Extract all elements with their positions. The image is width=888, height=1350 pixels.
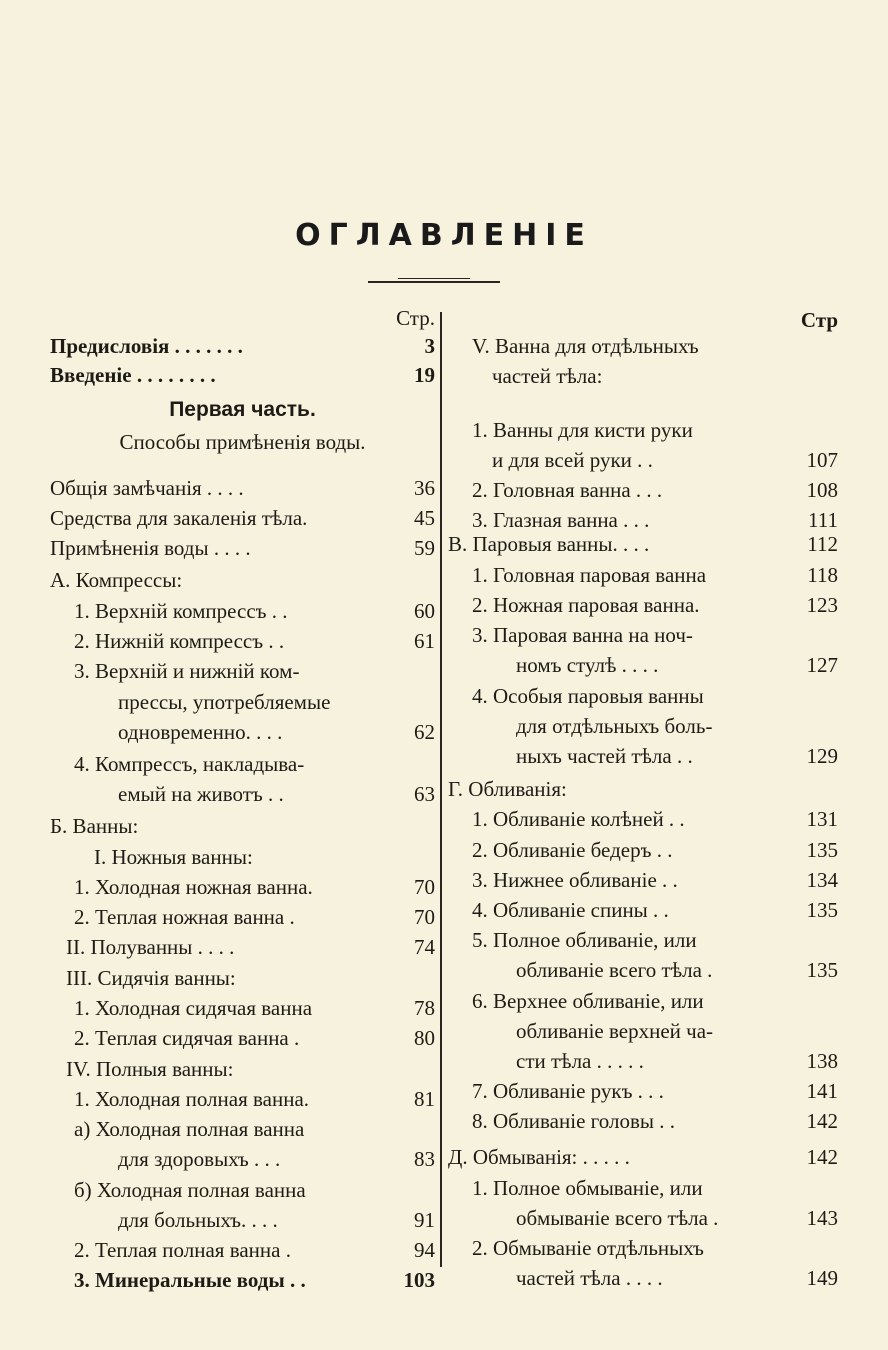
toc-entry	[448, 651, 838, 679]
toc-entry-title: III. Сидячія ванны:	[66, 966, 236, 990]
toc-entry-title: Предисловія . . . . . . .	[50, 334, 243, 358]
toc-entry	[50, 566, 435, 594]
toc-entry-title: 2. Обмываніе отдѣльныхъ	[472, 1236, 704, 1260]
toc-entry-page: 91	[414, 1208, 435, 1232]
toc-entry-title: для здоровыхъ . . .	[118, 1147, 281, 1171]
toc-entry	[50, 474, 435, 502]
toc-entry-title: 2. Нижній компрессъ . .	[74, 629, 285, 653]
toc-entry-page: 103	[403, 1268, 435, 1292]
toc-entry-title: В. Паровыя ванны. . . .	[448, 532, 650, 556]
left-page-header: Стр.	[396, 306, 435, 330]
toc-entry-title: 1. Холодная полная ванна.	[74, 1087, 310, 1111]
toc-entry	[50, 1085, 435, 1113]
toc-entry-title: 4. Обливаніе спины . .	[472, 898, 669, 922]
toc-entry	[50, 396, 435, 424]
toc-entry	[448, 416, 838, 444]
toc-entry	[50, 534, 435, 562]
toc-entry	[448, 1264, 838, 1292]
toc-entry-page: 70	[414, 905, 435, 929]
toc-entry-title: 8. Обливаніе головы . .	[472, 1109, 675, 1133]
toc-entry-page: 81	[414, 1087, 435, 1111]
toc-entry-title: а) Холодная полная ванна	[74, 1117, 305, 1141]
toc-entry	[50, 1115, 435, 1143]
toc-entry	[448, 621, 838, 649]
toc-entry-page: 138	[806, 1049, 838, 1073]
toc-entry	[50, 428, 435, 456]
toc-entry	[50, 903, 435, 931]
toc-entry-title: Введеніе . . . . . . . .	[50, 363, 216, 387]
toc-entry-title: ныхъ частей тѣла . .	[516, 744, 693, 768]
toc-entry	[50, 750, 435, 778]
toc-entry-page: 60	[414, 599, 435, 623]
toc-entry-title: 2. Теплая ножная ванна .	[74, 905, 295, 929]
toc-entry-title: 1. Холодная сидячая ванна	[74, 996, 313, 1020]
toc-entry-title: V. Ванна для отдѣльныхъ	[472, 334, 699, 358]
toc-entry-page: 129	[806, 744, 838, 768]
toc-entry-page: 142	[806, 1145, 838, 1169]
toc-entry	[50, 1145, 435, 1173]
toc-entry-page: 45	[414, 506, 435, 530]
toc-entry-title: Примѣненія воды . . . .	[50, 536, 251, 560]
toc-entry-title: емый на животъ . .	[118, 782, 284, 806]
toc-entry-page: 63	[414, 782, 435, 806]
toc-entry	[448, 362, 838, 390]
toc-entry-title: 3. Минеральные воды . .	[74, 1268, 306, 1292]
toc-entry-title: 1. Полное обмываніе, или	[472, 1176, 703, 1200]
toc-entry-title: прессы, употребляемые	[118, 690, 331, 714]
toc-entry	[50, 657, 435, 685]
toc-entry	[448, 476, 838, 504]
toc-entry	[50, 627, 435, 655]
toc-entry	[50, 812, 435, 840]
toc-entry	[50, 718, 435, 746]
toc-entry	[448, 530, 838, 558]
toc-entry-page: 70	[414, 875, 435, 899]
toc-entry-page: 142	[806, 1109, 838, 1133]
toc-entry-page: 141	[806, 1079, 838, 1103]
toc-entry-title: Общія замѣчанія . . . .	[50, 476, 244, 500]
toc-entry	[448, 987, 838, 1015]
toc-entry-page: 108	[806, 478, 838, 502]
toc-entry-page: 111	[808, 508, 838, 532]
toc-entry-title: 2. Теплая полная ванна .	[74, 1238, 291, 1262]
toc-entry-title: одновременно. . . .	[118, 720, 283, 744]
toc-entry	[448, 1077, 838, 1105]
toc-entry-page: 94	[414, 1238, 435, 1262]
toc-entry-title: и для всей руки . .	[492, 448, 653, 472]
toc-entry	[448, 712, 838, 740]
toc-entry	[50, 1266, 435, 1294]
toc-entry	[448, 591, 838, 619]
toc-entry-page: 127	[806, 653, 838, 677]
toc-entry	[448, 866, 838, 894]
toc-entry-page: 143	[806, 1206, 838, 1230]
toc-entry	[448, 1107, 838, 1135]
toc-entry-title: А. Компрессы:	[50, 568, 183, 592]
toc-entry-title: I. Ножныя ванны:	[94, 845, 253, 869]
toc-entry-title: для отдѣльныхъ боль-	[516, 714, 713, 738]
toc-entry-title: частей тѣла:	[492, 364, 603, 388]
toc-entry	[448, 896, 838, 924]
toc-entry	[448, 1047, 838, 1075]
toc-entry	[448, 956, 838, 984]
toc-entry-page: 83	[414, 1147, 435, 1171]
toc-entry	[50, 964, 435, 992]
toc-entry	[448, 775, 838, 803]
toc-entry	[50, 1024, 435, 1052]
toc-entry-title: 3. Нижнее обливаніе . .	[472, 868, 678, 892]
toc-entry-title: Б. Ванны:	[50, 814, 139, 838]
toc-entry-title: Первая часть.	[169, 398, 316, 421]
toc-entry-page: 131	[806, 807, 838, 831]
toc-entry-title: IV. Полныя ванны:	[66, 1057, 234, 1081]
right-page-header: Стр	[800, 308, 838, 332]
toc-entry-title: 4. Компрессъ, накладыва-	[74, 752, 305, 776]
toc-entry-page: 112	[807, 532, 838, 556]
toc-entry-title: 7. Обливаніе рукъ . . .	[472, 1079, 664, 1103]
toc-entry	[448, 805, 838, 833]
toc-entry-title: 1. Верхній компрессъ . .	[74, 599, 288, 623]
toc-entry	[448, 742, 838, 770]
toc-entry	[448, 1017, 838, 1045]
toc-entry-title: 5. Полное обливаніе, или	[472, 928, 697, 952]
toc-entry	[50, 933, 435, 961]
toc-entry	[448, 1204, 838, 1232]
toc-entry	[448, 836, 838, 864]
toc-entry	[50, 1055, 435, 1083]
toc-entry-title: б) Холодная полная ванна	[74, 1178, 306, 1202]
toc-entry-page: 135	[806, 838, 838, 862]
toc-entry-page: 74	[414, 935, 435, 959]
toc-entry-page: 59	[414, 536, 435, 560]
toc-entry	[50, 780, 435, 808]
toc-entry-title: 2. Ножная паровая ванна.	[472, 593, 700, 617]
toc-entry	[50, 1176, 435, 1204]
toc-entry-title: 1. Обливаніе колѣней . .	[472, 807, 685, 831]
toc-entry	[448, 682, 838, 710]
toc-entry	[50, 332, 435, 360]
toc-entry-title: Д. Обмыванія: . . . . .	[448, 1145, 630, 1169]
toc-entry-page: 3	[424, 334, 435, 358]
toc-entry-page: 62	[414, 720, 435, 744]
toc-entry	[448, 1174, 838, 1202]
toc-entry	[50, 994, 435, 1022]
toc-entry	[50, 1236, 435, 1264]
toc-entry	[50, 688, 435, 716]
toc-entry-title: частей тѣла . . . .	[516, 1266, 663, 1290]
toc-entry-title: 2. Головная ванна . . .	[472, 478, 663, 502]
toc-entry	[448, 561, 838, 589]
toc-entry	[50, 504, 435, 532]
toc-entry	[50, 1206, 435, 1234]
toc-entry	[50, 843, 435, 871]
toc-entry-title: 3. Паровая ванна на ноч-	[472, 623, 693, 647]
toc-entry-page: 78	[414, 996, 435, 1020]
toc-entry-title: 3. Верхній и нижній ком-	[74, 659, 300, 683]
column-divider	[440, 312, 442, 1267]
toc-entry-title: 2. Обливаніе бедеръ . .	[472, 838, 673, 862]
toc-entry-page: 61	[414, 629, 435, 653]
page-title: ОГЛАВЛЕНІЕ	[295, 218, 593, 253]
toc-entry-page: 149	[806, 1266, 838, 1290]
toc-entry-title: обливаніе всего тѣла .	[516, 958, 713, 982]
toc-entry-title: Г. Обливанія:	[448, 777, 567, 801]
toc-entry-title: 1. Ванны для кисти руки	[472, 418, 693, 442]
title-ornament-rule	[368, 281, 500, 283]
toc-entry-title: 6. Верхнее обливаніе, или	[472, 989, 704, 1013]
toc-entry-title: Средства для закаленія тѣла.	[50, 506, 308, 530]
toc-entry-title: 1. Холодная ножная ванна.	[74, 875, 313, 899]
toc-entry-title: II. Полуванны . . . .	[66, 935, 235, 959]
toc-entry-title: номъ стулѣ . . . .	[516, 653, 659, 677]
toc-entry-title: для больныхъ. . . .	[118, 1208, 278, 1232]
toc-entry	[448, 1234, 838, 1262]
toc-entry-title: обмываніе всего тѣла .	[516, 1206, 719, 1230]
toc-entry-page: 135	[806, 958, 838, 982]
toc-entry-title: Способы примѣненія воды.	[119, 430, 366, 454]
toc-entry	[50, 873, 435, 901]
toc-entry-title: обливаніе верхней ча-	[516, 1019, 714, 1043]
toc-entry-page: 134	[806, 868, 838, 892]
toc-entry-title: 2. Теплая сидячая ванна .	[74, 1026, 300, 1050]
toc-entry-page: 135	[806, 898, 838, 922]
toc-entry	[448, 446, 838, 474]
toc-entry-page: 118	[807, 563, 838, 587]
toc-entry-title: 1. Головная паровая ванна	[472, 563, 707, 587]
toc-entry-page: 19	[414, 363, 435, 387]
toc-entry-title: 3. Глазная ванна . . .	[472, 508, 650, 532]
toc-entry	[50, 361, 435, 389]
toc-entry-page: 36	[414, 476, 435, 500]
toc-entry-title: сти тѣла . . . . .	[516, 1049, 644, 1073]
toc-entry	[448, 332, 838, 360]
toc-entry-title: 4. Особыя паровыя ванны	[472, 684, 704, 708]
toc-entry-page: 107	[806, 448, 838, 472]
toc-entry	[448, 926, 838, 954]
toc-entry	[448, 1143, 838, 1171]
toc-entry-page: 80	[414, 1026, 435, 1050]
toc-entry	[50, 597, 435, 625]
toc-entry-page: 123	[806, 593, 838, 617]
